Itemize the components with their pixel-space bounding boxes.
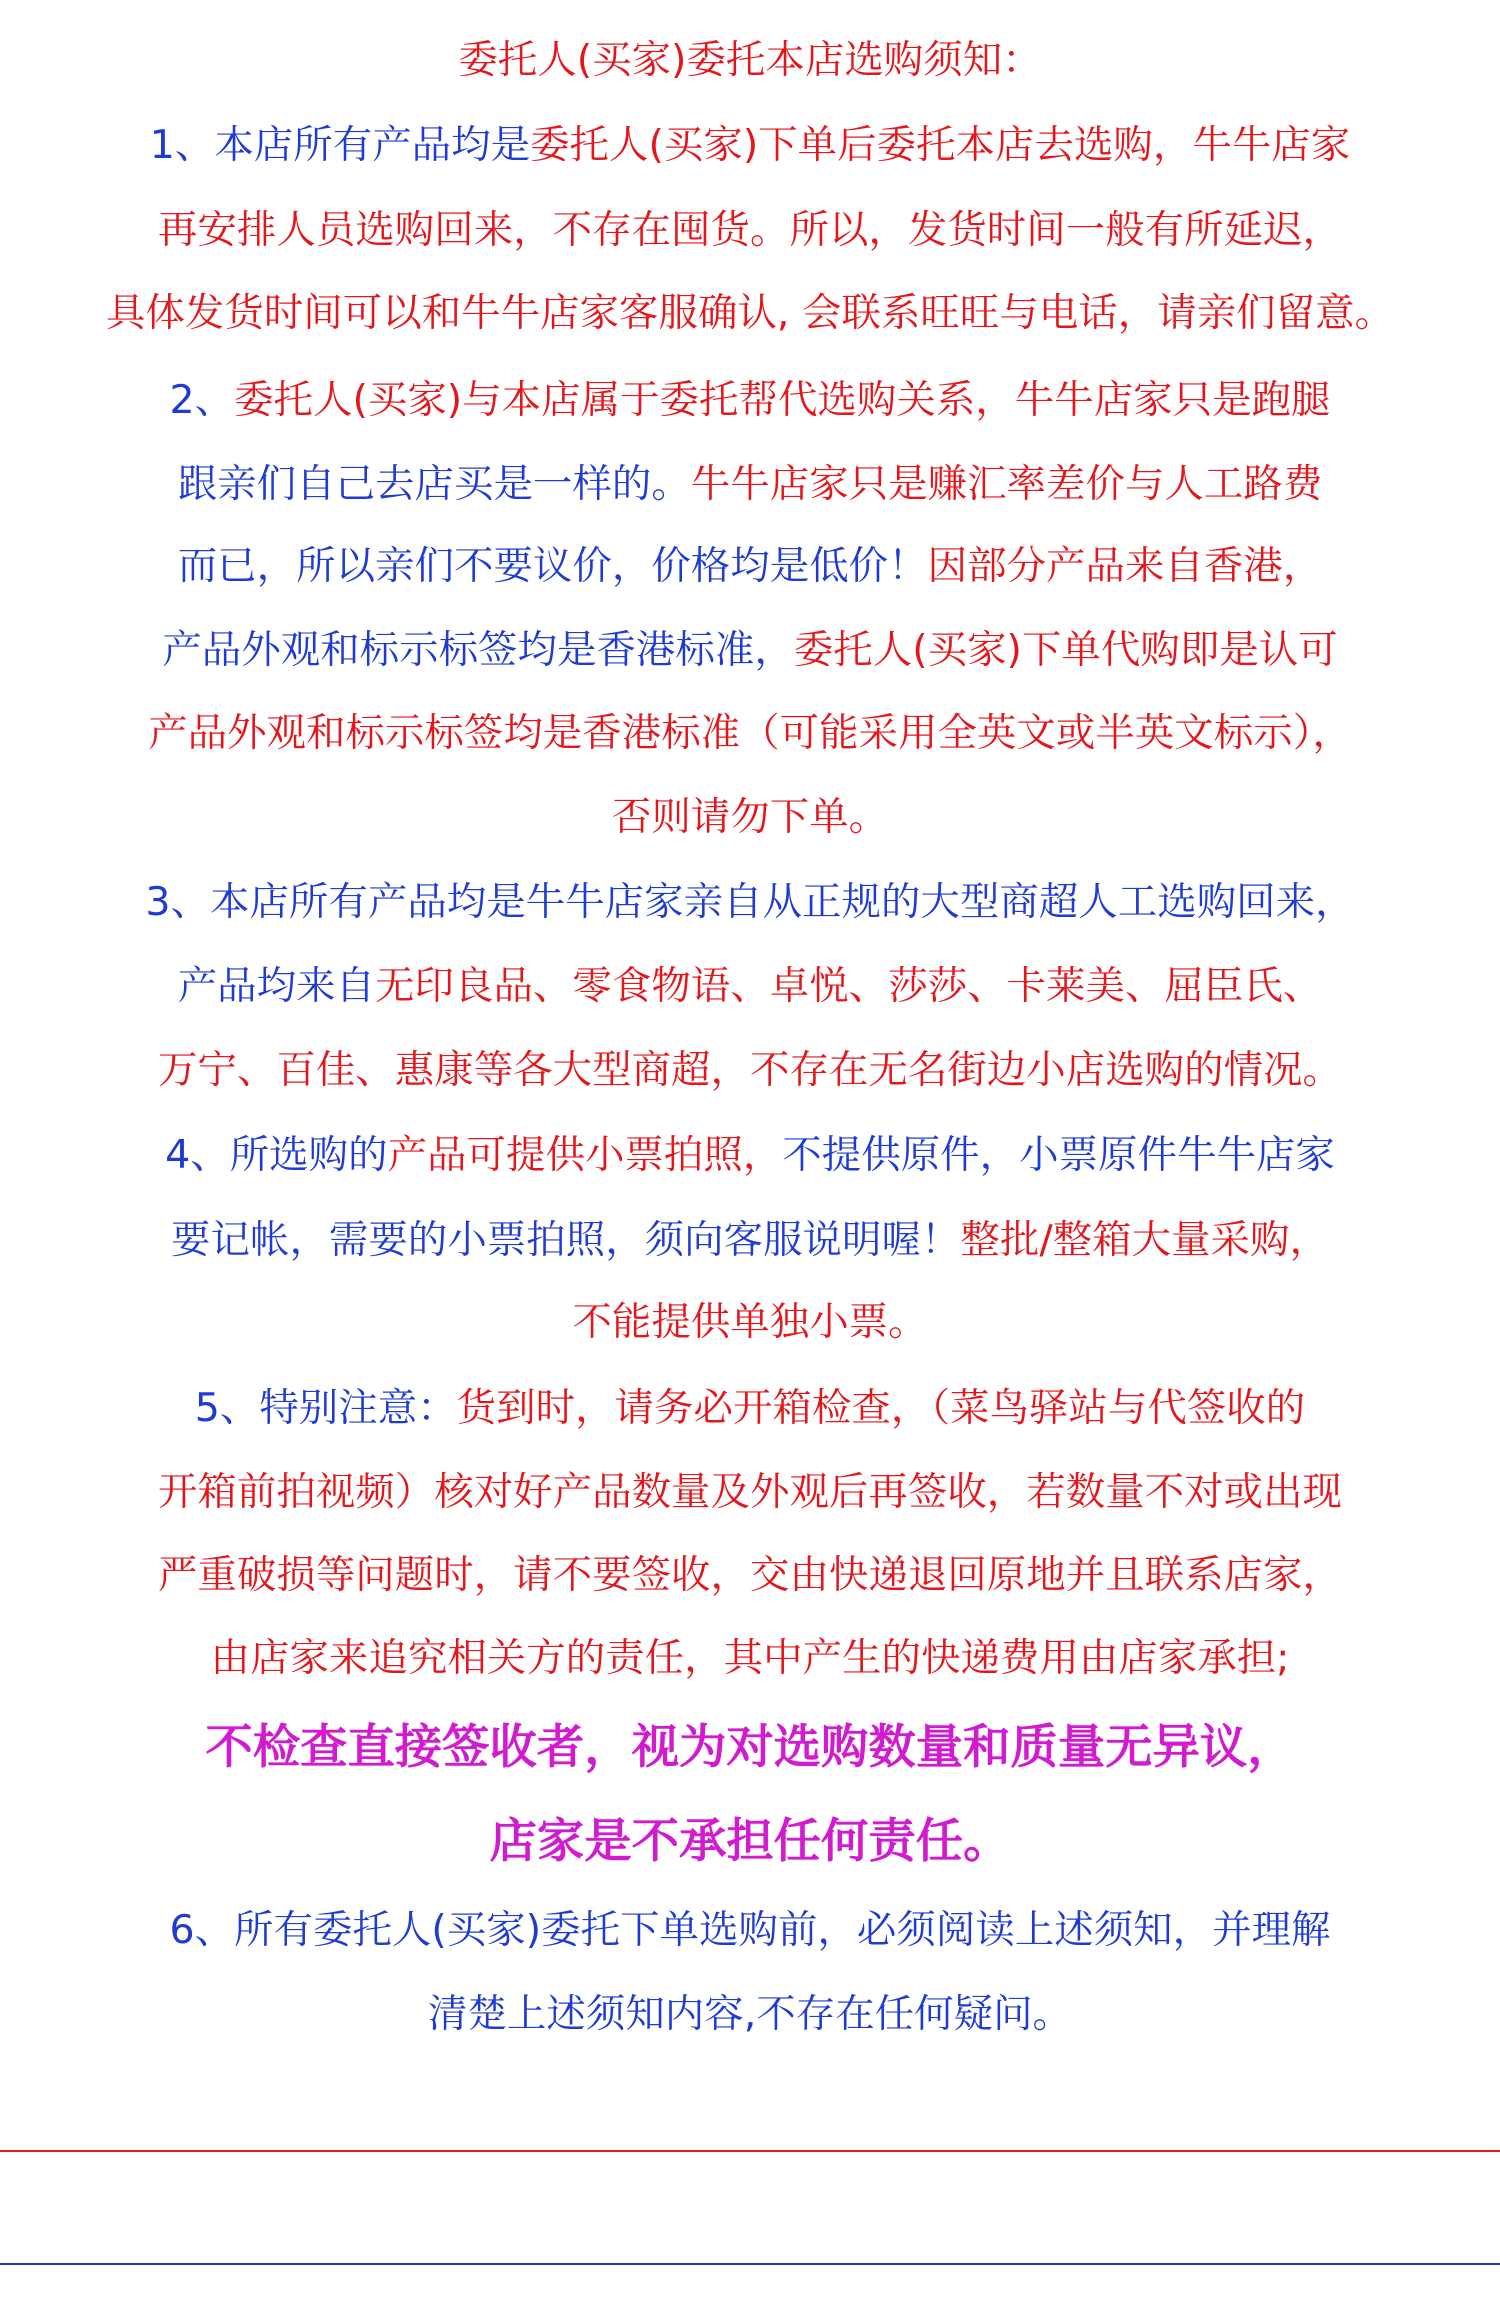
item2-line5 [0,703,1500,763]
divider-red [0,2150,1500,2152]
item3-line2 [0,956,1500,1016]
item2-line3 [0,536,1500,596]
item2-line3-part2: 因部分产品来自香港， [927,543,1323,589]
item1-line3-text: 具体发货时间可以和牛牛店家客服确认, 会联系旺旺与电话，请亲们留意。 [105,290,1395,336]
item6-line1-text: 6、所有委托人(买家)委托下单选购前，必须阅读上述须知，并理解 [169,1907,1331,1953]
item2-line2-part1: 跟亲们自己去店买是一样的。 [177,461,691,507]
item5-line4 [0,1628,1500,1688]
item1-line1-part1: 1、本店所有产品均是 [149,122,531,168]
item2-line6 [0,787,1500,847]
item6-line2 [0,1984,1500,2044]
divider-blue [0,2263,1500,2265]
item4-line3 [0,1292,1500,1352]
item1-line3 [0,283,1500,343]
item2-line4 [0,620,1500,680]
item3-line1-part2: 牛牛店家亲自从正规的大型商超人工选购回来， [525,879,1355,925]
item4-line1-part2: 产品可提供小票拍照， [387,1132,783,1178]
item3-line1-part1: 3、本店所有产品均是 [145,879,526,925]
item5-line6 [0,1806,1500,1878]
item2-line2 [0,454,1500,514]
item2-line1 [0,370,1500,430]
item1-line2 [0,200,1500,260]
item3-line1 [0,872,1500,932]
item3-line2-part1: 产品均来自 [177,963,376,1009]
item5-line5 [0,1712,1500,1784]
notice-title-text: 委托人(买家)委托本店选购须知： [458,37,1042,83]
item2-line5-text: 产品外观和标示标签均是香港标准（可能采用全英文或半英文标示）， [148,710,1352,756]
item1-line1 [0,115,1500,175]
item5-line3 [0,1545,1500,1605]
item5-line4-text: 由店家来追究相关方的责任，其中产生的快递费用由店家承担; [210,1635,1290,1681]
item2-line4-part2: 委托人(买家)下单代购即是认可 [793,627,1338,673]
item5-line2 [0,1462,1500,1522]
item4-line2 [0,1210,1500,1270]
item5-line3-text: 严重破损等问题时，请不要签收，交由快递退回原地并且联系店家， [157,1552,1343,1598]
item5-line5-text: 不检查直接签收者，视为对选购数量和质量无异议， [205,1720,1295,1775]
item5-line2-text: 开箱前拍视频）核对好产品数量及外观后再签收，若数量不对或出现 [157,1469,1343,1515]
item4-line1 [0,1125,1500,1185]
item6-line2-text: 清楚上述须知内容,不存在任何疑问。 [427,1991,1073,2037]
item2-line1-part1: 2、 [169,377,235,423]
item3-line3-text: 万宁、百佳、惠康等各大型商超，不存在无名街边小店选购的情况。 [157,1047,1343,1093]
item3-line3 [0,1040,1500,1100]
item5-line6-text: 店家是不承担任何责任。 [489,1814,1011,1869]
item4-line2-part1: 要记帐，需要的小票拍照，须向客服说明喔！ [171,1217,961,1263]
item4-line1-part1: 4、所选购的 [165,1132,388,1178]
item2-line4-part1: 产品外观和标示标签均是香港标准， [162,627,794,673]
item1-line2-text: 再安排人员选购回来，不存在囤货。所以，发货时间一般有所延迟， [157,207,1343,253]
item4-line1-part3: 不提供原件，小票原件牛牛店家 [782,1132,1335,1178]
item2-line2-part2: 牛牛店家只是赚汇率差价与人工路费 [690,461,1323,507]
notice-title [0,30,1500,90]
item5-line1-part1: 5、特别注意： [194,1385,457,1431]
item4-line2-part2: 整批/整箱大量采购， [960,1217,1329,1263]
item6-line1 [0,1900,1500,1960]
item5-line1-part2: 货到时，请务必开箱检查，（菜鸟驿站与代签收的 [456,1385,1306,1431]
item5-line1 [0,1378,1500,1438]
item2-line6-text: 否则请勿下单。 [611,794,889,840]
item2-line1-part2: 委托人(买家)与本店属于委托帮代选购关系，牛牛店家只是跑腿 [234,377,1331,423]
item3-line2-part2: 无印良品、零食物语、卓悦、莎莎、卡莱美、屈臣氏、 [375,963,1323,1009]
item2-line3-part1: 而已，所以亲们不要议价，价格均是低价！ [177,543,928,589]
item4-line3-text: 不能提供单独小票。 [572,1299,928,1345]
item1-line1-part2: 委托人(买家)下单后委托本店去选购，牛牛店家 [530,122,1351,168]
